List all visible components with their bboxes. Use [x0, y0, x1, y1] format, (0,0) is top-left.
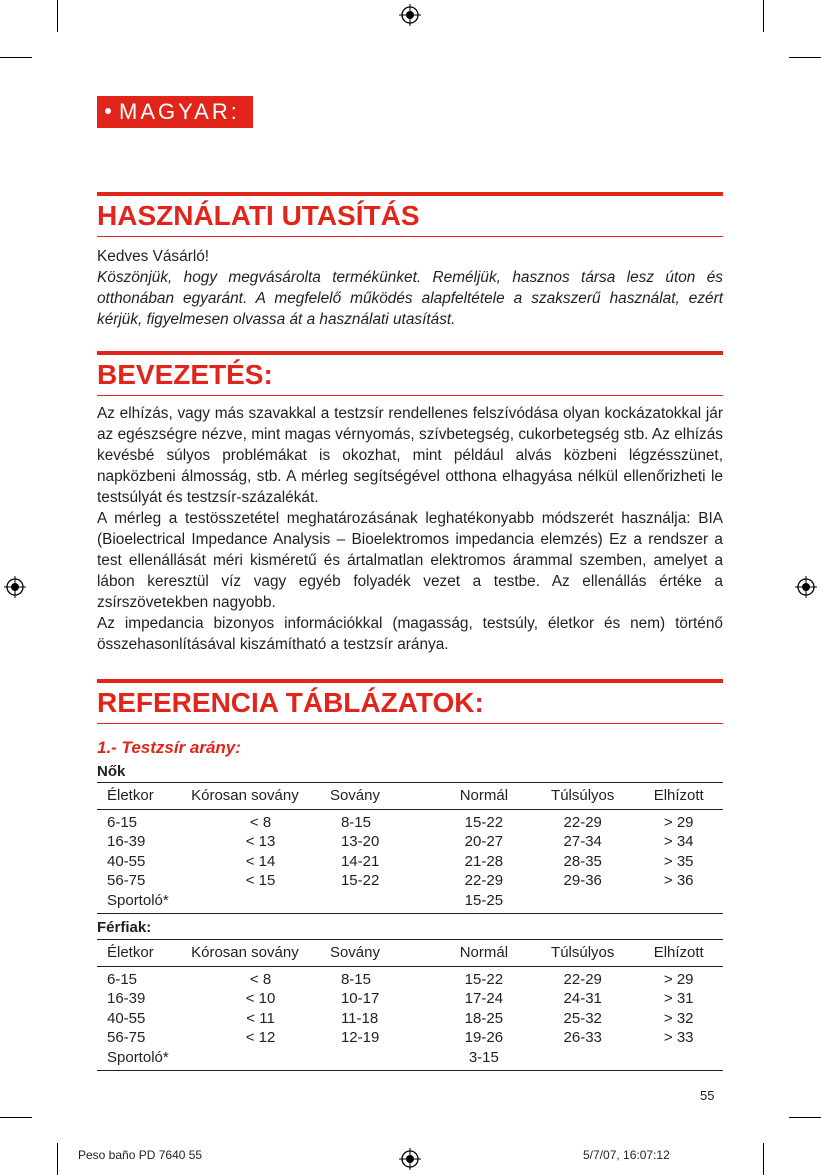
table-cell: < 12 [245, 1029, 276, 1046]
table-row [97, 989, 723, 1009]
table-cell [634, 1048, 723, 1071]
section-title-introduction: BEVEZETÉS: [97, 359, 273, 390]
crop-mark [763, 0, 764, 32]
men-table [97, 939, 723, 1071]
table-cell: 26-33 [563, 1029, 602, 1046]
table-row [97, 1009, 723, 1029]
table-cell [330, 891, 437, 914]
table-cell [531, 891, 634, 914]
table-cell: 56-75 [107, 1029, 146, 1046]
column-header: Elhízott [653, 944, 704, 961]
section-instructions [97, 192, 723, 330]
table-cell: 15-22 [464, 970, 504, 988]
table-cell: 16-39 [107, 833, 146, 850]
section-divider [97, 679, 723, 683]
table-cell: 8-15 [340, 813, 371, 831]
section-introduction [97, 351, 723, 655]
table-cell [191, 1048, 330, 1071]
table-cell: 24-31 [563, 990, 602, 1007]
greeting: Kedves Vásárló! [97, 248, 210, 265]
page-number: 55 [700, 1088, 715, 1103]
intro-body-paragraph: A mérleg a testösszetétel meghatározásának leghatékonyabb módszerét használja: BIA (Bioelectrical Impedance Analysis – Bioelektromos impedancia elemzés) Ez a rendszer a test ellenállását méri kisméretű és ártalmatlan elektromos árammal szemben, amelyet a lábon keresztül víz vagy egyéb folyadék vezet a testbe. Az ellenállás értéke a zsírszövetekben nagyobb. [97, 510, 723, 611]
column-header: Túlsúlyos [551, 787, 615, 804]
intro-paragraph: Köszönjük, hogy megvásárolta termékünket. Reméljük, hasznos társa lesz úton és otthonában egyaránt. A megfelelő működés alapfeltétele a szakszerű használat, ezért kérjük, figyelmesen olvassa át a használati utasítást. [97, 269, 723, 328]
table-cell: 40-55 [107, 1009, 146, 1027]
table-cell: > 29 [663, 813, 694, 831]
table-cell: 15-25 [464, 891, 504, 909]
table-cell: 3-15 [468, 1048, 499, 1066]
table-cell: 16-39 [107, 990, 146, 1007]
table-cell: 14-21 [340, 852, 380, 870]
table-cell: < 14 [245, 852, 276, 870]
language-tag [97, 96, 253, 128]
intro-body-paragraph: Az impedancia bizonyos információkkal (magasság, testsúly, életkor és nem) történő összehasonlításával kiszámítható a testzsír aránya. [97, 615, 723, 653]
crop-mark [789, 1117, 821, 1118]
table-cell: < 13 [245, 833, 276, 850]
table-cell: < 15 [245, 872, 276, 889]
table-cell: > 33 [663, 1029, 694, 1046]
table-cell: 15-22 [340, 872, 380, 889]
column-header: Sovány [329, 944, 380, 961]
table-cell: Sportoló* [107, 1048, 169, 1066]
crop-mark [763, 1143, 764, 1175]
title-underline [97, 236, 723, 237]
column-header: Sovány [329, 787, 380, 804]
table-cell: < 8 [249, 970, 272, 988]
column-header: Normál [459, 787, 509, 804]
table-row [97, 1028, 723, 1048]
crop-mark [57, 0, 58, 32]
table-header-row [97, 783, 723, 810]
registration-mark-icon [399, 4, 421, 26]
column-header: Túlsúlyos [551, 944, 615, 961]
table-header-row [97, 940, 723, 967]
table-separator [97, 913, 723, 914]
table-cell: 27-34 [563, 833, 602, 850]
column-header: Életkor [107, 944, 154, 961]
column-header: Elhízott [653, 787, 704, 804]
table-cell [531, 1048, 634, 1071]
table-cell: > 34 [663, 833, 694, 850]
footer-left: Peso baño PD 7640 55 [78, 1148, 203, 1162]
subsection-title: 1.- Testzsír arány: [97, 738, 241, 757]
table-cell: 6-15 [107, 813, 138, 831]
registration-mark-icon [399, 1148, 421, 1170]
table-row [97, 1048, 723, 1071]
table-cell: Sportoló* [107, 891, 169, 909]
table-cell: 18-25 [464, 1009, 504, 1027]
table-cell: 21-28 [464, 852, 504, 870]
table-cell: > 35 [663, 852, 694, 870]
crop-mark [57, 1143, 58, 1175]
table-cell: 8-15 [340, 970, 371, 988]
registration-mark-icon [795, 576, 817, 598]
table-cell: 13-20 [340, 833, 380, 850]
table-cell: 28-35 [563, 852, 602, 870]
column-header: Életkor [107, 787, 154, 804]
table-cell: 15-22 [464, 813, 504, 831]
table-cell [191, 891, 330, 914]
bullet-icon [105, 108, 111, 114]
table-row [97, 832, 723, 852]
language-label: MAGYAR: [119, 99, 240, 124]
section-reference-tables [97, 679, 723, 1071]
table-cell: 22-29 [563, 813, 602, 831]
table-cell: 11-18 [340, 1009, 379, 1027]
table-cell: 12-19 [340, 1029, 380, 1046]
section-divider [97, 351, 723, 355]
page-title: HASZNÁLATI UTASÍTÁS [97, 200, 420, 231]
table-row [97, 871, 723, 891]
women-table [97, 782, 723, 913]
registration-mark-icon [4, 576, 26, 598]
table-cell: 22-29 [563, 970, 602, 988]
table-row [97, 809, 723, 832]
table-cell: 22-29 [464, 872, 504, 889]
table-cell: 17-24 [464, 990, 504, 1007]
table-cell: 20-27 [464, 833, 504, 850]
table-cell: > 32 [663, 1009, 694, 1027]
table-cell: < 11 [246, 1009, 275, 1027]
table-row [97, 852, 723, 872]
table-cell: > 29 [663, 970, 694, 988]
table-cell [330, 1048, 437, 1071]
table-cell: 19-26 [464, 1029, 504, 1046]
table-cell: > 31 [663, 990, 694, 1007]
crop-mark [0, 1117, 32, 1118]
table-cell: 10-17 [340, 990, 380, 1007]
title-underline [97, 723, 723, 724]
table-row [97, 891, 723, 914]
table-cell: > 36 [663, 872, 694, 889]
table-cell: < 10 [245, 990, 276, 1007]
table-cell [634, 891, 723, 914]
intro-body-paragraph: Az elhízás, vagy más szavakkal a testzsír rendellenes felszívódása olyan kockázatokkal jár az egészségre nézve, mint magas vérnyomás, szívbetegség, cukorbetegség stb. Az elhízás kevésbé súlyos problémákat is okozhat, mint például alvás közbeni légzésszünet, napközbeni álmosság, stb. A mérleg segítségével otthona elhagyása nélkül ellenőrizheti le testsúlyát és testzsír-százalékát. [97, 405, 723, 506]
table-row [97, 966, 723, 989]
men-label: Férfiak: [97, 919, 152, 936]
column-header: Kórosan sovány [191, 787, 299, 804]
section-divider [97, 192, 723, 196]
footer-right: 5/7/07, 16:07:12 [583, 1148, 670, 1162]
section-title-reference: REFERENCIA TÁBLÁZATOK: [97, 687, 484, 718]
title-underline [97, 395, 723, 396]
table-cell: 25-32 [563, 1009, 602, 1027]
women-label: Nők [97, 763, 126, 780]
crop-mark [0, 57, 32, 58]
table-cell: 6-15 [107, 970, 138, 988]
table-cell: < 8 [249, 813, 272, 831]
column-header: Normál [459, 944, 509, 961]
table-cell: 40-55 [107, 852, 146, 870]
column-header: Kórosan sovány [191, 944, 299, 961]
crop-mark [789, 57, 821, 58]
table-cell: 29-36 [563, 872, 602, 889]
table-cell: 56-75 [107, 872, 146, 889]
